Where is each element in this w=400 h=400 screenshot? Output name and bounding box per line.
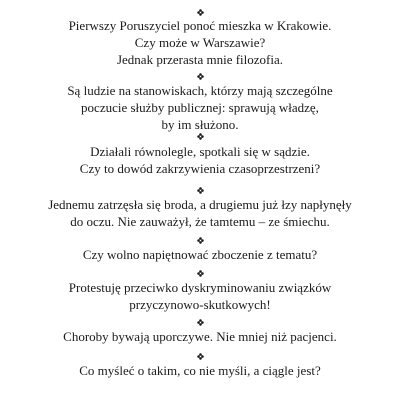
aphorism-line: poczucie służby publicznej: sprawują władzę,: [81, 100, 319, 115]
aphorism-7: [20, 328, 380, 345]
aphorism-4: [20, 196, 380, 230]
ornament-flower-icon: [196, 352, 204, 360]
ornament-flower-icon: [196, 269, 204, 277]
aphorism-line: by im służono.: [161, 117, 239, 132]
aphorism-line: Czy wolno napiętnować zboczenie z tematu?: [82, 247, 318, 262]
aphorism-line: Protestuję przeciwko dyskryminowaniu związków: [68, 280, 332, 295]
aphorism-1: [20, 17, 380, 68]
ornament-flower-icon: [196, 132, 204, 140]
ornament-flower-icon: [196, 318, 204, 326]
aphorism-line: Jednak przerasta mnie filozofia.: [116, 52, 284, 67]
aphorism-line: Pierwszy Poruszyciel ponoć mieszka w Krakowie.: [68, 18, 332, 33]
aphorism-6: [20, 279, 380, 313]
aphorism-line: Jednemu zatrzęsła się broda, a drugiemu już łzy napłynęły: [48, 197, 352, 212]
aphorism-8: [20, 362, 380, 379]
aphorism-line: Są ludzie na stanowiskach, którzy mają szczególne: [67, 83, 333, 98]
aphorism-line: Czy to dowód zakrzywienia czasoprzestrzeni?: [79, 161, 321, 176]
aphorism-line: Czy może w Warszawie?: [134, 35, 266, 50]
aphorism-line: Choroby bywają uporczywe. Nie mniej niż pacjenci.: [63, 329, 337, 344]
ornament-flower-icon: [196, 72, 204, 80]
ornament-flower-icon: [196, 8, 204, 16]
aphorism-line: Działali równolegle, spotkali się w sądzie.: [90, 144, 310, 159]
aphorism-5: [20, 246, 380, 263]
aphorism-line: przyczynowo-skutkowych!: [129, 297, 271, 312]
aphorism-2: [20, 82, 380, 133]
ornament-flower-icon: [196, 236, 204, 244]
aphorism-3: [20, 143, 380, 177]
aphorism-line: do oczu. Nie zauważył, że tamtemu – ze śmiechu.: [70, 214, 330, 229]
aphorism-line: Co myśleć o takim, co nie myśli, a ciągle jest?: [79, 363, 321, 378]
ornament-flower-icon: [196, 186, 204, 194]
